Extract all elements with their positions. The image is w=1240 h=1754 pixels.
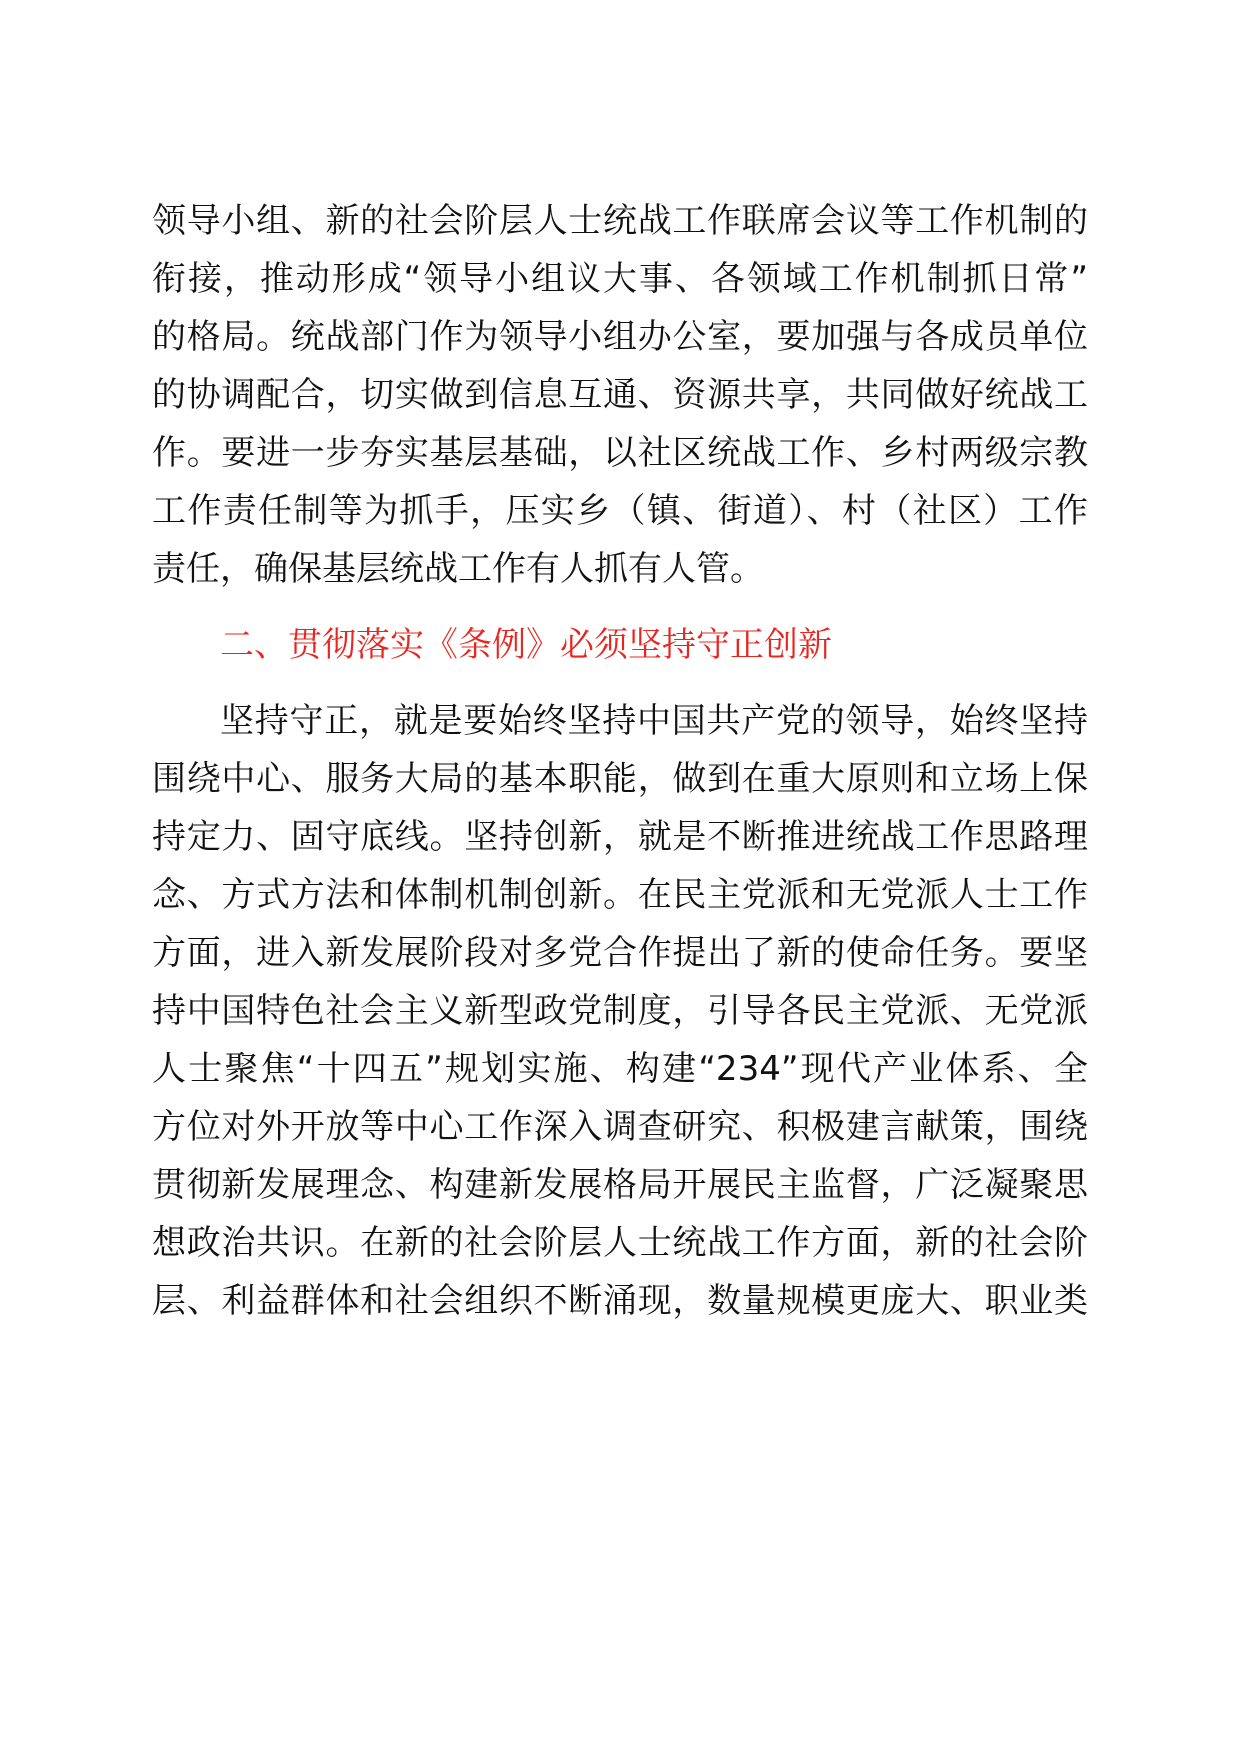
paragraph-2-line-8: 方位对外开放等中心工作深入调查研究、积极建言献策，围绕 xyxy=(152,1107,1088,1147)
paragraph-1-line-2: 衔接，推动形成“领导小组议大事、各领域工作机制抓日常” xyxy=(152,259,1088,299)
paragraph-2-line-11: 层、利益群体和社会组织不断涌现，数量规模更庞大、职业类 xyxy=(152,1281,1088,1321)
paragraph-2-line-4: 念、方式方法和体制机制创新。在民主党派和无党派人士工作 xyxy=(152,875,1088,915)
paragraph-2-line-2: 围绕中心、服务大局的基本职能，做到在重大原则和立场上保 xyxy=(152,759,1088,799)
paragraph-2-line-6: 持中国特色社会主义新型政党制度，引导各民主党派、无党派 xyxy=(152,991,1088,1031)
paragraph-2-line-5: 方面，进入新发展阶段对多党合作提出了新的使命任务。要坚 xyxy=(152,933,1088,973)
paragraph-2-line-1: 坚持守正，就是要始终坚持中国共产党的领导，始终坚持 xyxy=(220,701,1088,741)
paragraph-1-line-6: 工作责任制等为抓手，压实乡（镇、街道）、村（社区）工作 xyxy=(152,491,1088,531)
paragraph-2-line-3: 持定力、固守底线。坚持创新，就是不断推进统战工作思路理 xyxy=(152,817,1088,857)
paragraph-1-line-5: 作。要进一步夯实基层基础，以社区统战工作、乡村两级宗教 xyxy=(152,433,1088,473)
paragraph-1-line-7: 责任，确保基层统战工作有人抓有人管。 xyxy=(152,549,764,589)
paragraph-1-line-3: 的格局。统战部门作为领导小组办公室，要加强与各成员单位 xyxy=(152,317,1088,357)
paragraph-1-line-4: 的协调配合，切实做到信息互通、资源共享，共同做好统战工 xyxy=(152,375,1088,415)
paragraph-1-line-1: 领导小组、新的社会阶层人士统战工作联席会议等工作机制的 xyxy=(152,201,1088,241)
paragraph-2-line-7: 人士聚焦“十四五”规划实施、构建“234”现代产业体系、全 xyxy=(152,1049,1088,1089)
section-heading: 二、贯彻落实《条例》必须坚持守正创新 xyxy=(220,625,832,665)
paragraph-2-line-10: 想政治共识。在新的社会阶层人士统战工作方面，新的社会阶 xyxy=(152,1223,1088,1263)
paragraph-2-line-9: 贯彻新发展理念、构建新发展格局开展民主监督，广泛凝聚思 xyxy=(152,1165,1088,1205)
